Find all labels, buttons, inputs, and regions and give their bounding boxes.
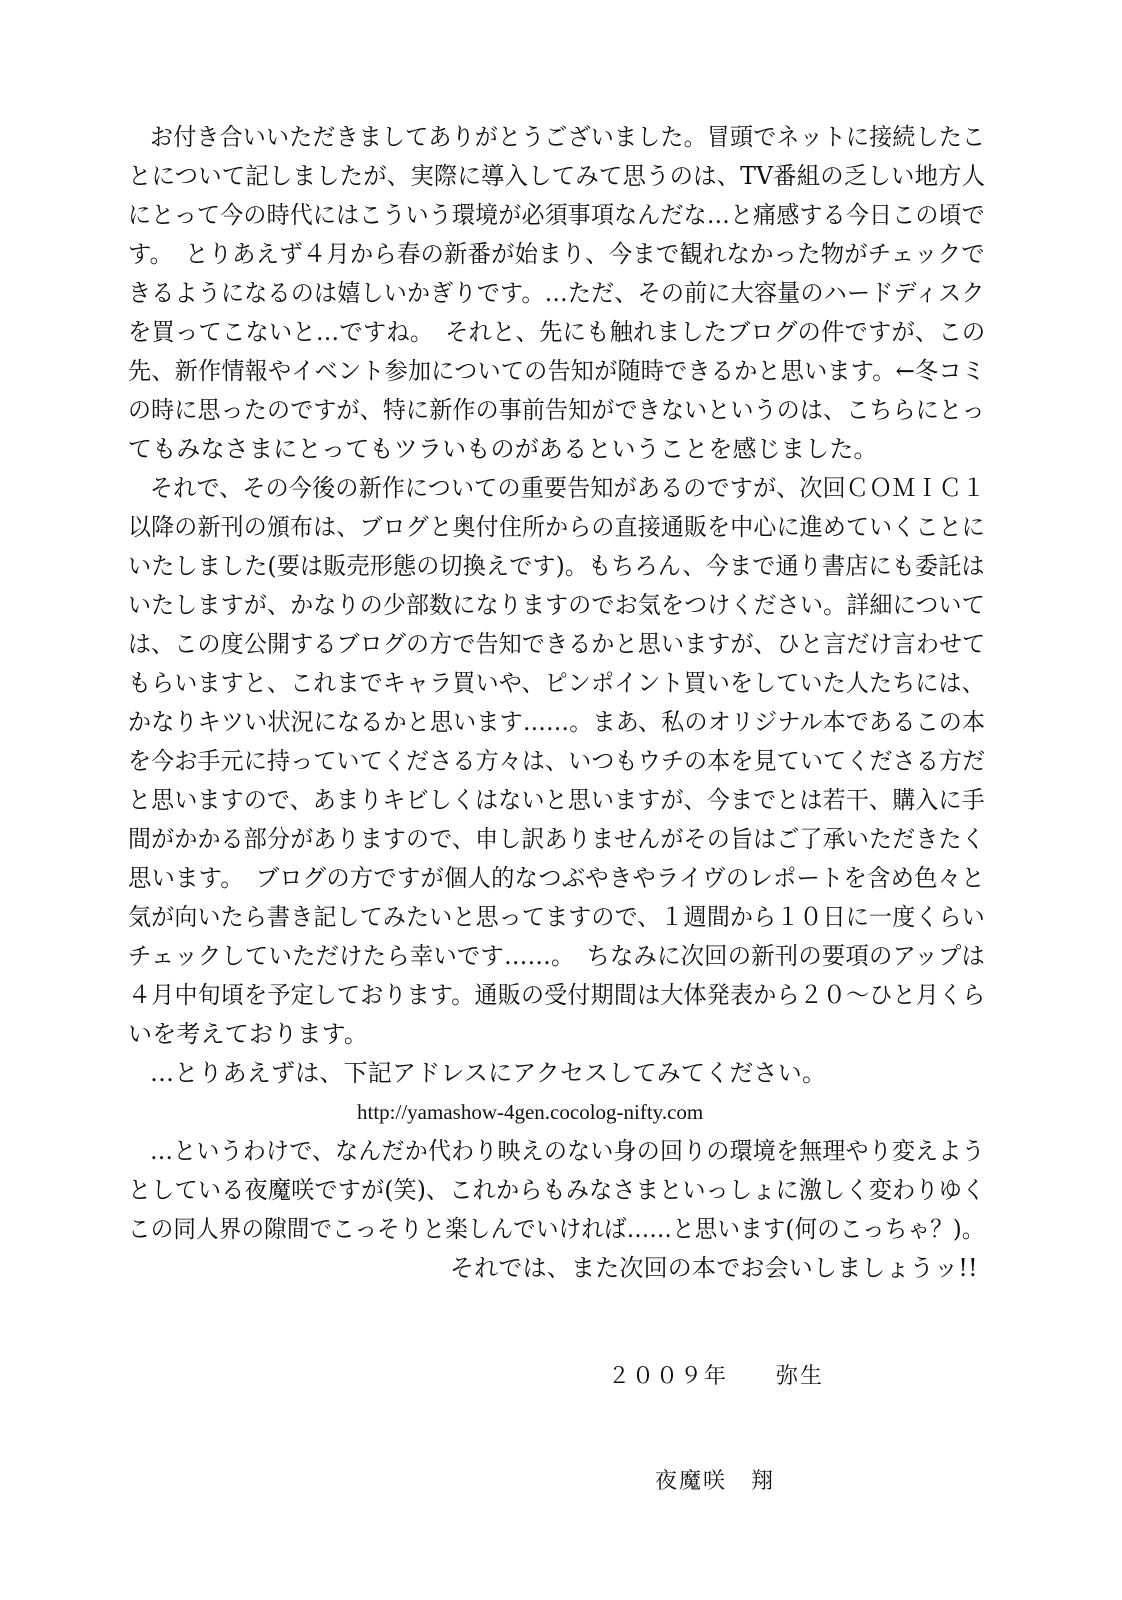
date-signature: ２００９年 弥生: [608, 1364, 825, 1389]
text-line: の時に思ったのですが、特に新作の事前告知ができないというのは、こちらにとっ: [128, 396, 985, 424]
text-line: いたしますが、かなりの少部数になりますのでお気をつけください。詳細について: [128, 591, 985, 619]
text-line: チェックしていただけたら幸いです……。 ちなみに次回の新刊の要項のアップは: [128, 942, 986, 970]
text-line: す。 とりあえず４月から春の新番が始まり、今まで観れなかった物がチェックで: [128, 240, 985, 268]
text-line: 以降の新刊の頒布は、ブログと奥付住所からの直接通販を中心に進めていくことに: [128, 513, 985, 541]
closing-line: それでは、また次回の本でお会いしましょうッ!!: [450, 1254, 978, 1282]
author-signature: 夜魔咲 翔: [655, 1469, 776, 1494]
text-line: この同人界の隙間でこっそりと楽しんでいければ……と思います(何のこっちゃ？)。: [128, 1215, 985, 1243]
text-line: きるようになるのは嬉しいかぎりです。…ただ、その前に大容量のハードディスク: [128, 279, 985, 307]
text-line: いを考えております。: [128, 1020, 369, 1048]
text-line: にとって今の時代にはこういう環境が必須事項なんだな…と痛感する今日この頃で: [128, 201, 985, 229]
text-line: ４月中旬頃を予定しております。通販の受付期間は大体発表から２０～ひと月くら: [128, 981, 986, 1009]
text-line: を買ってこないと…ですね。 それと、先にも触れましたブログの件ですが、この: [128, 318, 986, 346]
text-line: …とりあえずは、下記アドレスにアクセスしてみてください。: [150, 1059, 827, 1087]
text-line: もらいますと、これまでキャラ買いや、ピンポイント買いをしていた人たちには、: [128, 669, 985, 697]
text-line: は、この度公開するブログの方で告知できるかと思いますが、ひと言だけ言わせて: [128, 630, 986, 658]
text-line: を今お手元に持っていてくださる方々は、いつもウチの本を見ていてくださる方だ: [128, 747, 986, 775]
text-line: それで、その今後の新作についての重要告知があるのですが、次回ＣＯＭＩＣ１: [150, 474, 986, 502]
text-line: としている夜魔咲ですが(笑)、これからもみなさまといっしょに激しく変わりゆく: [128, 1176, 986, 1204]
text-line: 思います。 ブログの方ですが個人的なつぶやきやライヴのレポートを含め色々と: [128, 864, 985, 892]
text-line: かなりキツい状況になるかと思います……。まあ、私のオリジナル本であるこの本: [128, 708, 986, 736]
text-line: てもみなさまにとってもツラいものがあるということを感じました。: [128, 435, 878, 463]
text-line: 先、新作情報やイベント参加についての告知が随時できるかと思います。←冬コミ: [128, 357, 986, 385]
text-line: とについて記しましたが、実際に導入してみて思うのは、TV番組の乏しい地方人: [128, 162, 986, 190]
text-line: と思いますので、あまりキビしくはないと思いますが、今までとは若干、購入に手: [128, 786, 985, 814]
text-line: お付き合いいただきましてありがとうございました。冒頭でネットに接続したこ: [150, 123, 986, 151]
text-line: 間がかかる部分がありますので、申し訳ありませんがその旨はご了承いただきたく: [128, 825, 985, 853]
text-line: 気が向いたら書き記してみたいと思ってますので、１週間から１０日に一度くらい: [128, 903, 985, 931]
text-line: いたしました(要は販売形態の切換えです)。もちろん、今まで通り書店にも委託は: [128, 552, 985, 580]
text-line: …というわけで、なんだか代わり映えのない身の回りの環境を無理やり変えよう: [150, 1137, 985, 1165]
blog-url: http://yamashow-4gen.cocolog-nifty.com: [357, 1100, 704, 1124]
